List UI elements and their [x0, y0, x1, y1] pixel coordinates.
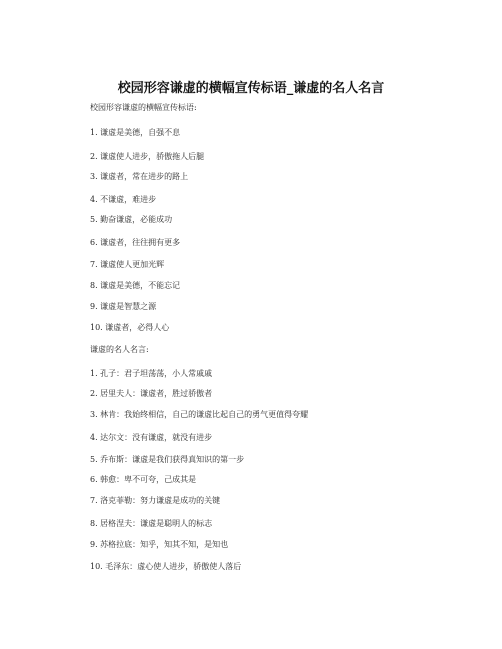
section-heading-quotes: 谦虚的名人名言: [90, 345, 149, 354]
slogan-item: 2. 谦虚使人进步，骄傲拖人后腿 [90, 152, 205, 161]
quote-item: 3. 林肯：我始终相信，自己的谦虚比起自己的勇气更值得夸耀 [90, 410, 309, 419]
slogan-item: 3. 谦虚者，常在进步的路上 [90, 172, 189, 181]
slogan-item: 10. 谦虚者，必得人心 [90, 323, 170, 332]
quote-item: 1. 孔子：君子坦荡荡，小人常戚戚 [90, 369, 213, 378]
slogan-item: 5. 勤奋谦虚，必能成功 [90, 215, 173, 224]
document-title: 校园形容谦虚的横幅宣传标语_谦虚的名人名言 [117, 81, 385, 96]
quote-item: 2. 居里夫人：谦虚者，胜过骄傲者 [90, 389, 213, 398]
quote-item: 9. 苏格拉底：知乎，知其不知，是知也 [90, 540, 229, 549]
quote-item: 10. 毛泽东：虚心使人进步，骄傲使人落后 [90, 562, 242, 571]
slogan-item: 1. 谦虚是美德，自强不息 [90, 128, 181, 137]
quote-item: 8. 居格涅夫：谦虚是聪明人的标志 [90, 519, 213, 528]
quote-item: 6. 韩愈：卑不可夸，己成其是 [90, 475, 197, 484]
quote-item: 4. 达尔文：没有谦虚，就没有进步 [90, 433, 213, 442]
quote-item: 7. 洛克菲勒：努力谦虚是成功的关键 [90, 496, 221, 505]
slogan-item: 4. 不谦虚，难进步 [90, 195, 157, 204]
slogan-item: 6. 谦虚者，往往拥有更多 [90, 238, 181, 247]
slogan-item: 8. 谦虚是美德，不能忘记 [90, 281, 181, 290]
slogan-item: 7. 谦虚使人更加光辉 [90, 260, 165, 269]
section-heading-slogans: 校园形容谦虚的横幅宣传标语: [90, 103, 197, 112]
slogan-item: 9. 谦虚是智慧之源 [90, 302, 157, 311]
quote-item: 5. 乔布斯：谦虚是我们获得真知识的第一步 [90, 455, 245, 464]
